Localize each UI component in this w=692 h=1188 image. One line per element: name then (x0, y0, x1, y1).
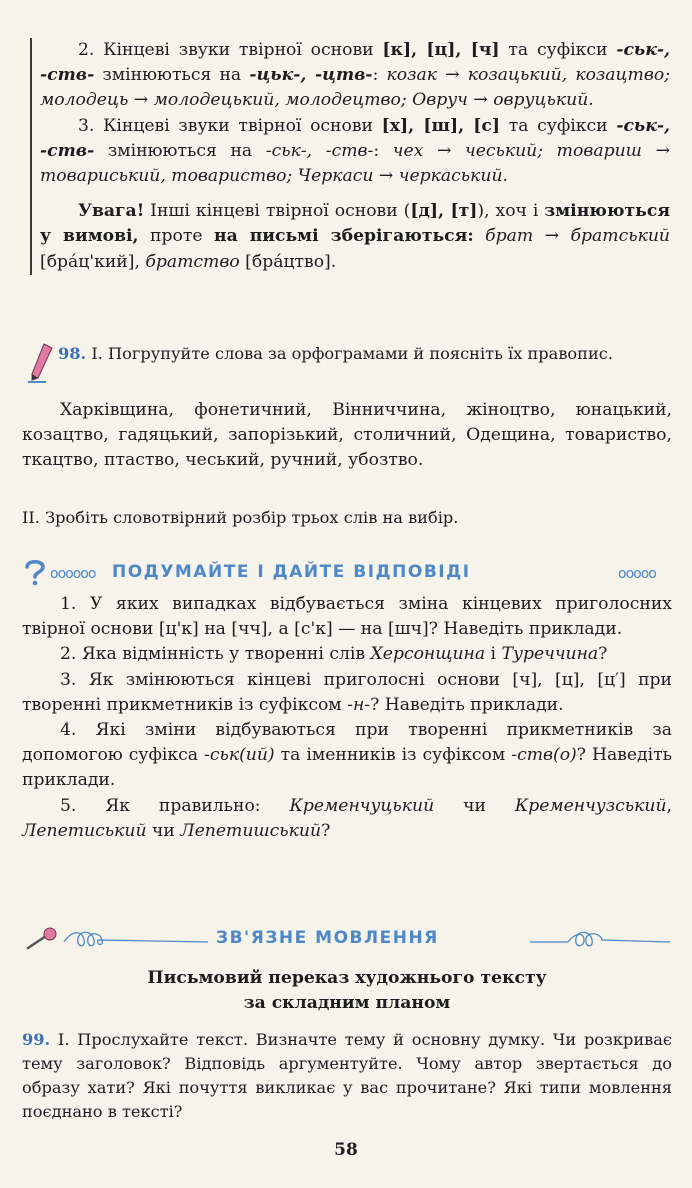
exercise-98-task-1 (58, 342, 672, 366)
question-4-mid: та іменників із суфіксом (274, 745, 512, 766)
note-example-2: братство (145, 251, 240, 272)
rule-3-lead: 3. Кінцеві звуки твірної основи (78, 115, 382, 136)
note-text-1: Інші кінцеві твірної основи ( (144, 201, 411, 222)
question-5-text: 5. Як правильно: (60, 795, 290, 816)
question-3-suffix: -н- (347, 694, 371, 715)
rule-block (30, 38, 670, 275)
exercise-99 (22, 1028, 672, 1124)
exercise-99-number: 99. (22, 1030, 51, 1049)
question-2 (22, 642, 672, 667)
think-header (22, 558, 672, 588)
rule-2 (40, 38, 670, 114)
question-4-suffix-2: -ств(о) (511, 745, 577, 766)
question-5-mark: ? (321, 820, 331, 841)
question-5-word-4: Лепетишський (180, 820, 322, 841)
page-number: 58 (334, 1140, 358, 1160)
rule-2-colon: : (372, 65, 387, 86)
question-5-or-1: чи (434, 795, 515, 816)
question-1: 1. У яких випадках відбувається зміна кінцевих приголосних твірної основи [ц'к] на [чч], а [с'к] — на [шч]? Наведіть приклади. (22, 594, 672, 640)
rule-3-suffixes: -ськ-, -ств- (40, 115, 670, 161)
question-5-or-2: чи (146, 820, 181, 841)
question-4-suffix-1: -ськ(ий) (204, 745, 275, 766)
question-2-text: 2. Яка відмінність у творенні слів (60, 644, 371, 665)
speech-header (22, 924, 672, 954)
exercise-98-task-2 (22, 506, 672, 530)
question-2-mark: ? (598, 644, 608, 665)
rule-3-colon: : (373, 140, 393, 161)
rule-2-sounds: [к], [ц], [ч] (382, 40, 500, 60)
speech-heading-line-2: за складним планом (243, 993, 451, 1013)
question-5-word-1: Кременчуцький (289, 795, 435, 816)
rule-2-change: змінюються на (94, 65, 250, 86)
rule-2-new-suffixes: -цьк-, -цтв- (249, 65, 373, 86)
think-title: ПОДУМАЙТЕ І ДАЙТЕ ВІДПОВІДІ (112, 562, 471, 582)
question-5-word-3: Лепетиський (22, 820, 147, 841)
question-4 (22, 718, 672, 794)
question-5-comma: , (666, 795, 673, 816)
rule-2-suffixes: -ськ-, -ств- (40, 40, 670, 86)
note-sounds: [д], [т] (410, 201, 478, 222)
pencil-icon (26, 342, 54, 384)
rule-3-new-suffixes: -ськ-, -ств- (265, 140, 374, 161)
header-dots-left: oooooo (50, 566, 96, 582)
question-5-word-2: Кременчузський (514, 795, 667, 816)
note-example-1: брат → братський (473, 226, 670, 247)
question-icon (22, 558, 48, 586)
question-3-text: 3. Як змінюються кінцеві приголосні основи [ч], [ц], [ц′] при творенні прикметників із суфіксом (22, 669, 672, 715)
rule-3 (40, 114, 670, 190)
question-5 (22, 794, 672, 844)
question-4-text: 4. Які зміни відбуваються при творенні прикметників за допомогою суфікса (22, 720, 672, 766)
question-4-end: ? Наведіть приклади. (22, 745, 672, 791)
exercise-98-word-list: Харківщина, фонетичний, Вінниччина, жіноцтво, юнацький, козацтво, гадяцький, запорізький, столичний, Одещина, товариство, ткацтво, птаство, чеський, ручний, убозтво. (22, 400, 672, 471)
note-bold-2: на письмі зберігаються: (214, 226, 474, 247)
rule-3-sounds: [х], [ш], [с] (381, 115, 501, 136)
exercise-98-number: 98. (58, 344, 87, 363)
rule-3-mid: та суфікси (500, 115, 617, 136)
rule-2-lead: 2. Кінцеві звуки твірної основи (78, 40, 383, 60)
note-text-2: ), хоч і (477, 201, 545, 222)
note-bold-1: змінюються у вимові, (40, 201, 671, 247)
rule-2-examples: козак → козацький, козацтво; молодець → молодецький, молодецтво; Овруч → овруцький. (40, 65, 670, 111)
question-3-end: ? Наведіть приклади. (370, 694, 564, 715)
question-2-and: і (485, 644, 502, 665)
question-2-word-2: Туреччина (501, 644, 599, 665)
exercise-98-task-1-text: І. Погрупуйте слова за орфограмами й поясніть їх правопис. (86, 344, 613, 363)
rule-note (40, 199, 670, 275)
note-transcription-2: [бра́цтво]. (239, 251, 337, 272)
rule-3-examples: чех → чеський; товариш → товариський, товариство; Черкаси → черкаський. (40, 140, 670, 187)
think-questions (22, 592, 672, 844)
exercise-98-words (22, 398, 672, 474)
speech-heading (22, 966, 672, 1016)
header-dots-right: ooooo (618, 566, 656, 582)
swirl-left (62, 928, 212, 950)
exercise-98-task-2-text: ІІ. Зробіть словотвірний розбір трьох слів на вибір. (22, 508, 459, 527)
speech-heading-line-1: Письмовий переказ художнього тексту (147, 968, 547, 988)
question-2-word-1: Херсонщина (370, 644, 486, 665)
note-label: Увага! (78, 201, 145, 222)
note-transcription-1: [бра́ц'кий], (40, 251, 146, 272)
speech-title: ЗВ'ЯЗНЕ МОВЛЕННЯ (216, 928, 439, 948)
rule-2-mid: та суфікси (499, 40, 617, 60)
exercise-99-text: І. Прослухайте текст. Визначте тему й основну думку. Чи розкриває тему заголовок? Відповідь аргументуйте. Чому автор звертається до образу хати? Які почуття викликає у вас прочитане? Які типи мовлення поєднано в тексті? (22, 1030, 672, 1121)
note-text-3: проте (138, 226, 214, 247)
question-3 (22, 668, 672, 718)
swirl-right (528, 928, 672, 950)
microphone-icon (24, 926, 60, 952)
rule-3-change: змінюються на (94, 140, 266, 161)
